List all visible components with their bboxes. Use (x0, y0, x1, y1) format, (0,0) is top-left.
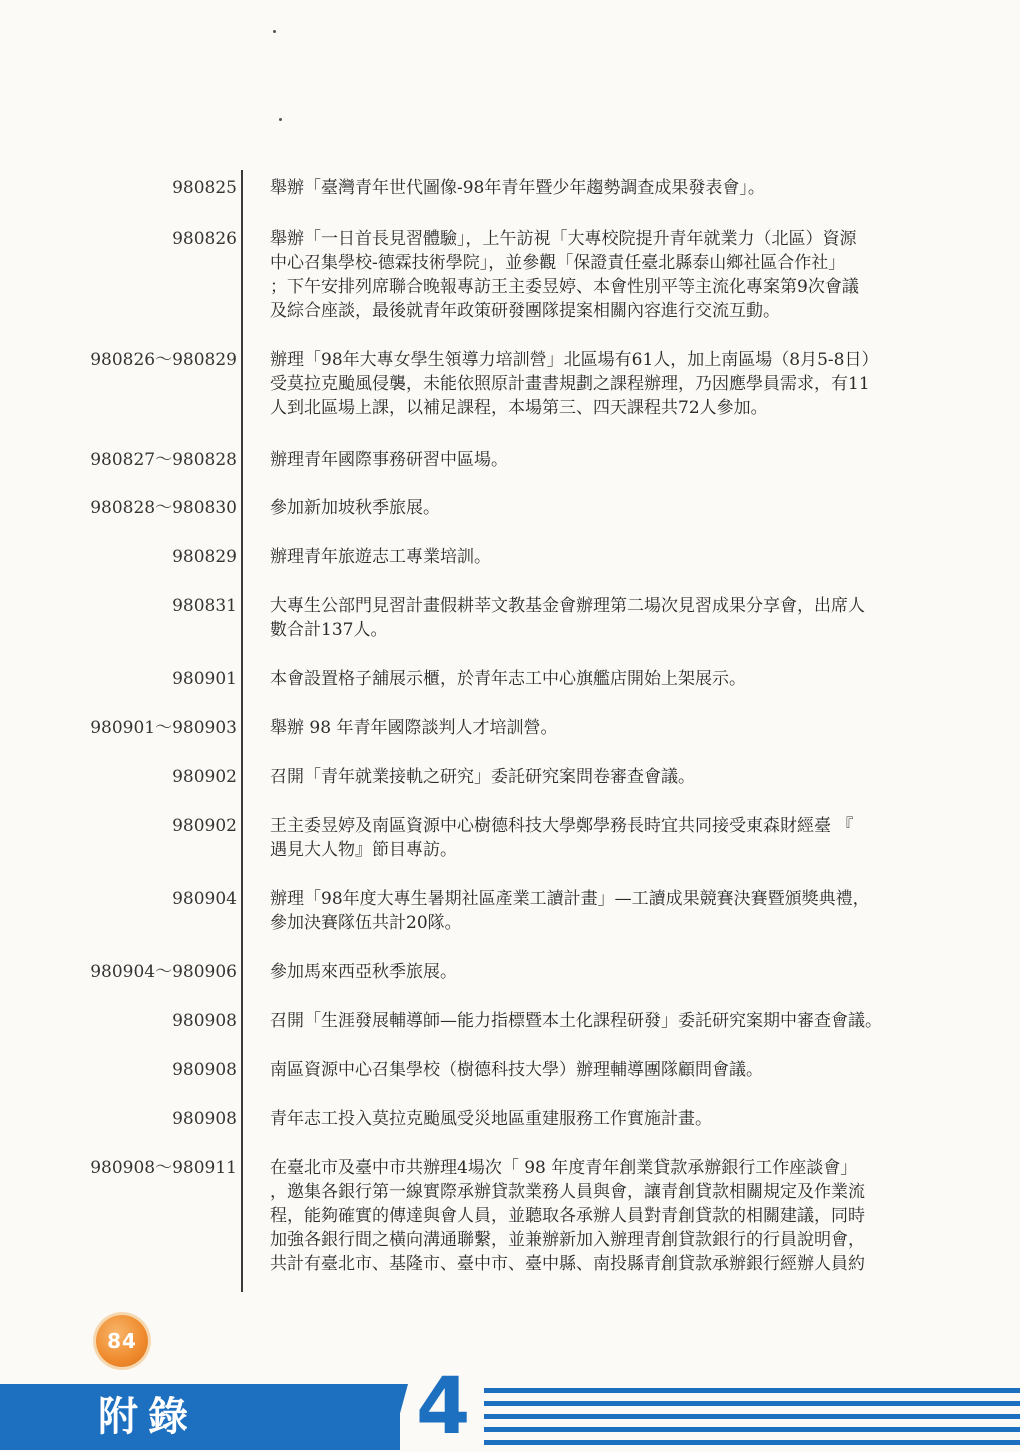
entry-date: 980827～980828 (90, 450, 237, 470)
entry-date: 980826 (172, 229, 237, 249)
entry-text-line: 數合計137人。 (270, 620, 388, 640)
entry-text (270, 1009, 982, 1033)
entry-text (270, 1058, 982, 1082)
entry-text-line: 本會設置格子舖展示櫃，於青年志工中心旗艦店開始上架展示。 (270, 669, 746, 689)
entry-text (270, 960, 982, 984)
stripe (484, 1414, 1020, 1419)
entry-date: 980904 (172, 889, 237, 909)
entry-text (270, 594, 982, 642)
entry-text-line: 舉辦「一日首長見習體驗」，上午訪視「大專校院提升青年就業力（北區）資源 (270, 229, 857, 249)
entry-date: 980908 (172, 1011, 237, 1031)
entry-date: 980901 (172, 669, 237, 689)
entry-date: 980826～980829 (90, 350, 237, 370)
entry-text-line: 及綜合座談，最後就青年政策研發團隊提案相關內容進行交流互動。 (270, 301, 780, 321)
entry-text-line: 王主委昱婷及南區資源中心樹德科技大學鄭學務長時宜共同接受東森財經臺 『 (270, 816, 854, 836)
entry-text (270, 887, 982, 935)
entry-text-line: 辦理「98年度大專生暑期社區產業工讀計畫」—工讀成果競賽決賽暨頒獎典禮， (270, 889, 870, 909)
entry-text-line: 加強各銀行間之橫向溝通聯繫，並兼辦新加入辦理青創貸款銀行的行員說明會， (270, 1230, 865, 1250)
entry-date: 980904～980906 (90, 962, 237, 982)
entry-text (270, 1156, 982, 1276)
entry-text-line: 程，能夠確實的傳達與會人員，並聽取各承辦人員對青創貸款的相關建議，同時 (270, 1206, 865, 1226)
decorative-stripes (484, 1386, 1020, 1450)
entry-text (270, 176, 982, 200)
scan-speck (279, 118, 282, 121)
entry-text-line: 召開「青年就業接軌之研究」委託研究案問卷審查會議。 (270, 767, 695, 787)
entry-text-line: 參加新加坡秋季旅展。 (270, 498, 440, 518)
entry-text-line: 在臺北市及臺中市共辦理4場次「 98 年度青年創業貸款承辦銀行工作座談會」 (270, 1158, 858, 1178)
entry-text-line: 辦理青年國際事務研習中區場。 (270, 450, 508, 470)
page-number: 84 (107, 1329, 137, 1353)
entry-text (270, 496, 982, 520)
entry-date: 980831 (172, 596, 237, 616)
entry-text-line: 受莫拉克颱風侵襲，未能依照原計畫書規劃之課程辦理，乃因應學員需求，有11 (270, 374, 870, 394)
entry-date: 980902 (172, 767, 237, 787)
stripe (484, 1427, 1020, 1432)
stripe (484, 1401, 1020, 1406)
entry-text-line: 遇見大人物』節目專訪。 (270, 840, 457, 860)
entry-text-line: 舉辦 98 年青年國際談判人才培訓營。 (270, 718, 558, 738)
entry-text (270, 814, 982, 862)
entry-text (270, 716, 982, 740)
entry-text (270, 765, 982, 789)
entry-text-line: 參加馬來西亞秋季旅展。 (270, 962, 457, 982)
entry-text-line: 大專生公部門見習計畫假耕莘文教基金會辦理第二場次見習成果分享會，出席人 (270, 596, 865, 616)
entry-text (270, 227, 982, 323)
appendix-banner-notch (390, 1384, 408, 1450)
appendix-title: 附錄 (98, 1393, 198, 1440)
entry-text-line: 共計有臺北市、基隆市、臺中市、臺中縣、南投縣青創貸款承辦銀行經辦人員約 (270, 1254, 865, 1274)
entry-date: 980908 (172, 1109, 237, 1129)
timeline-divider (241, 170, 243, 1292)
entry-text-line: ；下午安排列席聯合晚報專訪王主委昱婷、本會性別平等主流化專案第9次會議 (270, 277, 859, 297)
entry-date: 980829 (172, 547, 237, 567)
entry-text (270, 348, 982, 420)
scan-speck (273, 30, 276, 33)
entry-date: 980908 (172, 1060, 237, 1080)
entry-text (270, 448, 982, 472)
page-number-badge (96, 1315, 148, 1367)
entry-text (270, 1107, 982, 1131)
entry-text-line: 青年志工投入莫拉克颱風受災地區重建服務工作實施計畫。 (270, 1109, 712, 1129)
entry-date: 980828～980830 (90, 498, 237, 518)
entry-text-line: 召開「生涯發展輔導師—能力指標暨本土化課程研發」委託研究案期中審查會議。 (270, 1011, 882, 1031)
entry-text (270, 667, 982, 691)
entry-text-line: 參加決賽隊伍共計20隊。 (270, 913, 462, 933)
entry-text (270, 545, 982, 569)
entry-text-line: 南區資源中心召集學校（樹德科技大學）辦理輔導團隊顧問會議。 (270, 1060, 763, 1080)
stripe (484, 1388, 1020, 1393)
entry-date: 980901～980903 (90, 718, 237, 738)
entry-text-line: 舉辦「臺灣青年世代圖像-98年青年暨少年趨勢調查成果發表會」。 (270, 178, 765, 198)
chapter-number: 4 (416, 1362, 471, 1452)
entry-date: 980825 (172, 178, 237, 198)
entry-text-line: ，邀集各銀行第一線實際承辦貸款業務人員與會，讓青創貸款相關規定及作業流 (270, 1182, 865, 1202)
stripe (484, 1440, 1020, 1445)
entry-text-line: 辦理「98年大專女學生領導力培訓營」北區場有61人，加上南區場（8月5-8日） (270, 350, 879, 370)
appendix-banner (0, 1384, 400, 1450)
entry-text-line: 辦理青年旅遊志工專業培訓。 (270, 547, 491, 567)
entry-date: 980908～980911 (90, 1158, 237, 1178)
entry-text-line: 人到北區場上課，以補足課程，本場第三、四天課程共72人參加。 (270, 398, 768, 418)
entry-text-line: 中心召集學校-德霖技術學院」，並參觀「保證責任臺北縣泰山鄉社區合作社」 (270, 253, 846, 273)
entry-date: 980902 (172, 816, 237, 836)
